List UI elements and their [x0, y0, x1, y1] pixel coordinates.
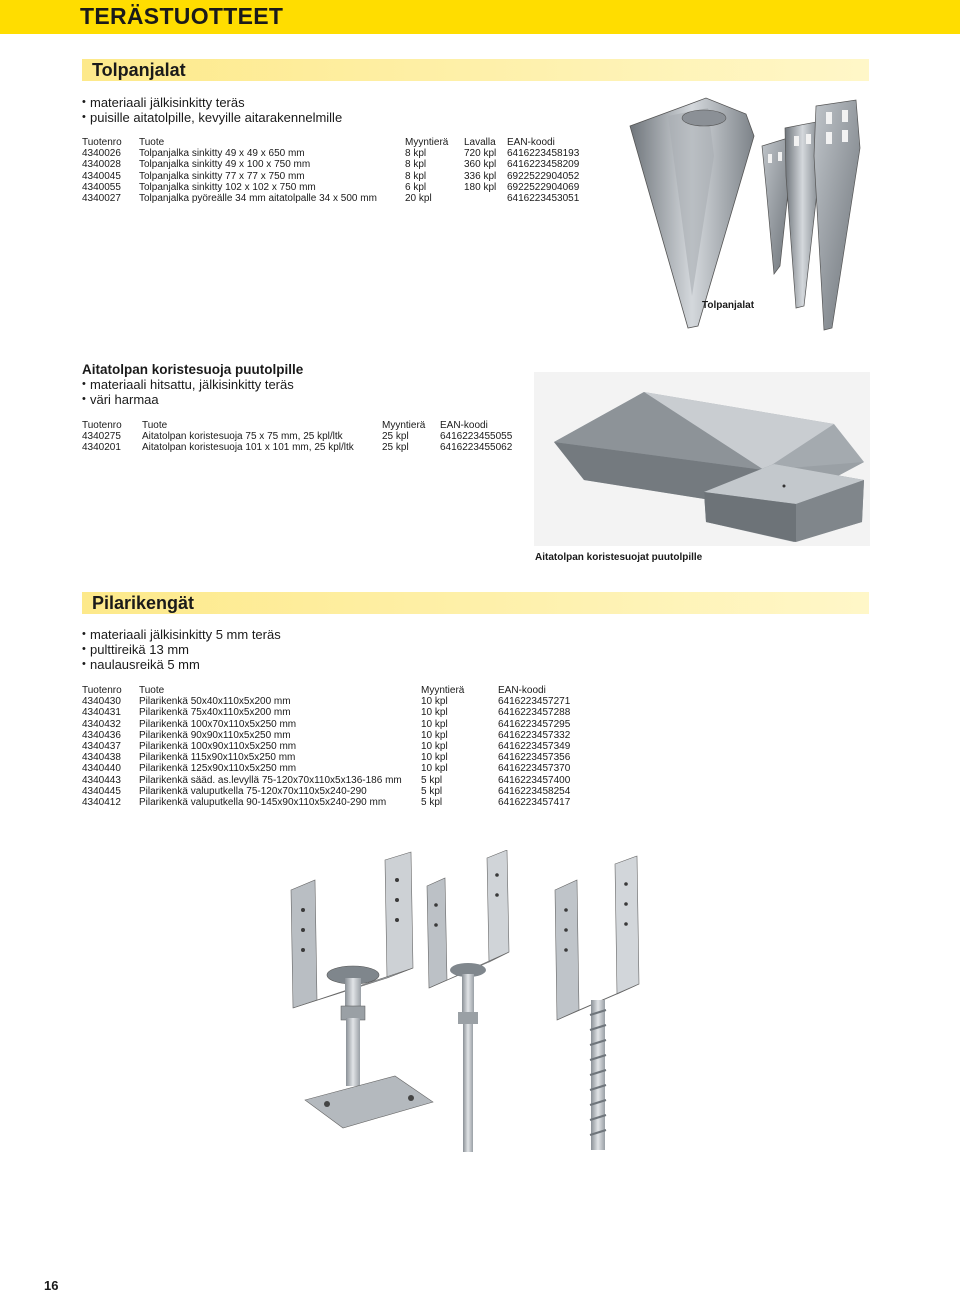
table-cell: 6416223458193 [507, 148, 580, 160]
table-cell: 6 kpl [405, 181, 427, 193]
column-header: Tuotenro [82, 685, 122, 696]
table-cell: Tolpanjalka pyöreälle 34 mm aitatolpalle 34 x 500 mm [139, 193, 377, 205]
table-cell: Pilarikenkä 115x90x110x5x250 mm [139, 752, 296, 764]
image-caption: Aitatolpan koristesuojat puutolpille [535, 552, 703, 563]
table-cell: 10 kpl [421, 752, 448, 764]
column-header: Myyntierä [382, 420, 426, 431]
table-row [82, 752, 598, 763]
table-cell: 4340432 [82, 718, 121, 730]
table-cell: 10 kpl [421, 696, 448, 708]
table-row [82, 730, 598, 741]
table-cell: Tolpanjalka sinkitty 49 x 49 x 650 mm [139, 148, 305, 160]
column-header: EAN-koodi [440, 420, 488, 431]
bullet-item: • materiaali jälkisinkitty 5 mm teräs [82, 627, 281, 642]
table-cell: 6416223457271 [498, 696, 571, 708]
column-header: Tuote [142, 420, 168, 431]
table-cell: 4340026 [82, 148, 121, 160]
table-cell: 6416223457295 [498, 718, 571, 730]
table-cell: 8 kpl [405, 148, 427, 160]
table-row [82, 763, 598, 774]
table-cell [464, 193, 507, 204]
column-header: Tuotenro [82, 137, 122, 148]
column-header: Tuotenro [82, 420, 122, 431]
bullet-list [82, 95, 342, 125]
table-cell: 6416223457332 [498, 729, 571, 741]
table-cell: 6416223457349 [498, 741, 571, 753]
table-cell: 6922522904052 [507, 170, 580, 182]
table-cell: 4340438 [82, 752, 121, 764]
column-header: Tuote [139, 137, 165, 148]
table-cell: 4340055 [82, 181, 121, 193]
table-row [82, 148, 597, 159]
table-cell: Pilarikenkä 125x90x110x5x250 mm [139, 763, 297, 775]
product-table-tolpanjalat [82, 137, 597, 204]
table-cell: 20 kpl [405, 193, 432, 205]
column-header: EAN-koodi [507, 137, 555, 148]
table-cell: 6416223457417 [498, 797, 571, 809]
table-row [82, 696, 598, 707]
column-header: Lavalla [464, 137, 496, 148]
table-cell: 6922522904069 [507, 181, 580, 193]
table-cell: 720 kpl [464, 148, 497, 160]
column-header: Tuote [139, 685, 165, 696]
table-cell: 4340028 [82, 159, 121, 171]
table-cell: 360 kpl [464, 159, 497, 171]
bullet-item: • väri harmaa [82, 392, 294, 407]
table-cell: Pilarikenkä sääd. as.levyllä 75-120x70x110x5x136-186 mm [139, 774, 402, 786]
table-cell: 4340440 [82, 763, 121, 775]
table-header-row [82, 685, 598, 696]
table-row [82, 431, 540, 442]
table-row [82, 707, 598, 718]
table-row [82, 171, 597, 182]
table-cell: Pilarikenkä 100x90x110x5x250 mm [139, 741, 297, 753]
table-cell: 4340027 [82, 193, 121, 205]
table-cell: Pilarikenkä 90x90x110x5x250 mm [139, 729, 291, 741]
table-header-row [82, 420, 540, 431]
column-header: Myyntierä [405, 137, 449, 148]
table-cell: 10 kpl [421, 763, 448, 775]
table-cell: 6416223455062 [440, 442, 513, 454]
table-cell: 4340275 [82, 431, 121, 443]
table-cell: 10 kpl [421, 707, 448, 719]
table-cell: 4340437 [82, 741, 121, 753]
table-cell: 6416223458254 [498, 785, 571, 797]
table-row [82, 193, 597, 204]
table-row [82, 182, 597, 193]
page-number: 16 [44, 1278, 59, 1293]
table-cell: 6416223453051 [507, 193, 580, 205]
table-cell: 6416223457288 [498, 707, 571, 719]
section-header-tolpanjalat [82, 59, 869, 81]
table-cell: 6416223457370 [498, 763, 571, 775]
product-table-pilarikengat [82, 685, 598, 808]
table-cell: 8 kpl [405, 170, 427, 182]
bullet-list [82, 377, 294, 407]
table-row [82, 719, 598, 730]
table-row [82, 797, 598, 808]
table-row [82, 442, 540, 453]
pillar-shoes-image [285, 850, 680, 1155]
table-cell: Aitatolpan koristesuoja 101 x 101 mm, 25 kpl/ltk [142, 442, 354, 454]
table-row [82, 159, 597, 170]
table-cell: 5 kpl [421, 785, 443, 797]
table-cell: 336 kpl [464, 170, 497, 182]
table-header-row [82, 137, 597, 148]
table-cell: 4340201 [82, 442, 121, 454]
table-cell: 6416223457400 [498, 774, 571, 786]
section-title: Tolpanjalat [92, 60, 186, 80]
table-cell: Tolpanjalka sinkitty 77 x 77 x 750 mm [139, 170, 305, 182]
table-cell: 10 kpl [421, 741, 448, 753]
table-cell: 25 kpl [382, 431, 409, 443]
table-cell: 4340045 [82, 170, 121, 182]
table-cell: 4340436 [82, 729, 121, 741]
table-cell: Pilarikenkä 100x70x110x5x250 mm [139, 718, 297, 730]
table-cell: Tolpanjalka sinkitty 49 x 100 x 750 mm [139, 159, 311, 171]
section-title: Aitatolpan koristesuoja puutolpille [82, 362, 304, 377]
bullet-item: • naulausreikä 5 mm [82, 657, 281, 672]
table-cell: 180 kpl [464, 181, 497, 193]
table-cell: 4340445 [82, 785, 121, 797]
table-cell: 10 kpl [421, 718, 448, 730]
table-cell: 5 kpl [421, 797, 443, 809]
product-table-koristesuoja [82, 420, 540, 454]
table-cell: Tolpanjalka sinkitty 102 x 102 x 750 mm [139, 181, 316, 193]
post-caps-image [534, 372, 870, 546]
page-title: TERÄSTUOTTEET [80, 3, 284, 29]
table-cell: 5 kpl [421, 774, 443, 786]
table-cell: 4340431 [82, 707, 121, 719]
table-cell: Pilarikenkä valuputkella 90-145x90x110x5x240-290 mm [139, 797, 387, 809]
table-cell: 6416223455055 [440, 431, 513, 443]
bullet-item: • materiaali jälkisinkitty teräs [82, 95, 342, 110]
image-caption: Tolpanjalat [702, 300, 755, 311]
table-cell: 4340430 [82, 696, 121, 708]
table-cell: 8 kpl [405, 159, 427, 171]
table-cell: 4340412 [82, 797, 121, 809]
bullet-item: • pulttireikä 13 mm [82, 642, 281, 657]
table-cell: 6416223458209 [507, 159, 580, 171]
table-cell: Aitatolpan koristesuoja 75 x 75 mm, 25 kpl/ltk [142, 431, 343, 443]
table-cell: Pilarikenkä 75x40x110x5x200 mm [139, 707, 291, 719]
table-cell: 10 kpl [421, 729, 448, 741]
table-cell: 6416223457356 [498, 752, 571, 764]
section-title: Pilarikengät [92, 593, 195, 613]
bullet-item: • materiaali hitsattu, jälkisinkitty teräs [82, 377, 294, 392]
column-header: Myyntierä [421, 685, 465, 696]
column-header: EAN-koodi [498, 685, 546, 696]
bullet-item: • puisille aitatolpille, kevyille aitarakennelmille [82, 110, 342, 125]
table-cell: Pilarikenkä valuputkella 75-120x70x110x5x240-290 [139, 785, 367, 797]
table-cell: 25 kpl [382, 442, 409, 454]
table-row [82, 786, 598, 797]
table-cell: 4340443 [82, 774, 121, 786]
table-cell: Pilarikenkä 50x40x110x5x200 mm [139, 696, 291, 708]
table-row [82, 775, 598, 786]
bullet-list [82, 627, 281, 672]
section-header-pilarikengat [82, 592, 869, 614]
table-row [82, 741, 598, 752]
